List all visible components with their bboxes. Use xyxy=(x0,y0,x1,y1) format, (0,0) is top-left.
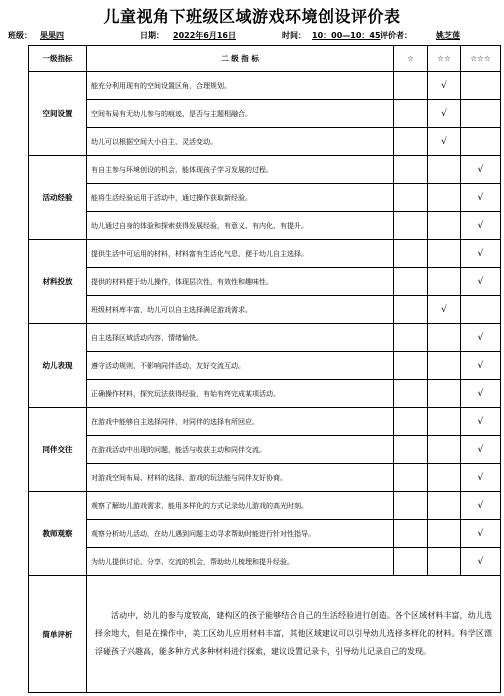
check-mark: √ xyxy=(477,192,484,203)
class-label: 班级： xyxy=(8,31,32,40)
check-mark: √ xyxy=(477,220,484,231)
table-row xyxy=(29,240,501,268)
category-cell: 空间设置 xyxy=(29,72,87,156)
rating-cell-1 xyxy=(394,408,428,436)
rating-cell-3 xyxy=(461,184,501,212)
indicator-text: 能将生活经验运用于活动中，通过操作获取新经验。 xyxy=(87,184,394,212)
rating-cell-3 xyxy=(461,240,501,268)
check-mark: √ xyxy=(477,444,484,455)
check-mark: √ xyxy=(477,528,484,539)
indicator-text: 观察了解幼儿游戏需求，能用多样化的方式记录幼儿游戏的高光时刻。 xyxy=(87,492,394,520)
header-level2: 二 级 指 标 xyxy=(87,46,394,72)
rating-cell-1 xyxy=(394,436,428,464)
rating-cell-1 xyxy=(394,212,428,240)
indicator-text: 在游戏中能够自主选择同伴，对同伴的选择有所回应。 xyxy=(87,408,394,436)
category-cell: 同伴交往 xyxy=(29,408,87,492)
table-row xyxy=(29,352,501,380)
table-header-row xyxy=(29,46,501,72)
rating-cell-3 xyxy=(461,128,501,156)
rating-cell-3 xyxy=(461,212,501,240)
rating-cell-1 xyxy=(394,156,428,184)
check-mark: √ xyxy=(477,332,484,343)
rating-cell-2 xyxy=(428,548,461,576)
date-value: 2022年6月16日 xyxy=(173,31,236,40)
rating-cell-2 xyxy=(428,212,461,240)
table-row xyxy=(29,296,501,324)
rating-cell-1 xyxy=(394,72,428,100)
rating-cell-2 xyxy=(428,520,461,548)
indicator-text: 有自主参与环境创设的机会，能体现孩子学习发展的过程。 xyxy=(87,156,394,184)
indicator-text: 为幼儿提供讨论、分享、交流的机会，帮助幼儿梳理和提升经验。 xyxy=(87,548,394,576)
check-mark: √ xyxy=(441,136,447,147)
header-two-star: ☆☆ xyxy=(428,46,461,72)
rating-cell-3 xyxy=(461,548,501,576)
form-title: 儿童视角下班级区域游戏环境创设评价表 xyxy=(103,7,401,26)
rating-cell-1 xyxy=(394,380,428,408)
table-row xyxy=(29,156,501,184)
rating-cell-2 xyxy=(428,240,461,268)
category-cell: 活动经验 xyxy=(29,156,87,240)
rating-cell-1 xyxy=(394,548,428,576)
rating-cell-1 xyxy=(394,492,428,520)
rating-cell-1 xyxy=(394,324,428,352)
category-cell: 教师观察 xyxy=(29,492,87,576)
rating-cell-3 xyxy=(461,352,501,380)
rating-cell-1 xyxy=(394,464,428,492)
indicator-text: 能充分利用现有的空间设置区角，合理规划。 xyxy=(87,72,394,100)
time-label: 时间： xyxy=(282,31,306,40)
rating-cell-2 xyxy=(428,268,461,296)
check-mark: √ xyxy=(441,108,447,119)
rating-cell-1 xyxy=(394,240,428,268)
header-level1: 一级指标 xyxy=(29,46,87,72)
table-row xyxy=(29,464,501,492)
rating-cell-1 xyxy=(394,100,428,128)
check-mark: √ xyxy=(477,164,484,175)
rating-cell-2 xyxy=(428,100,461,128)
check-mark: √ xyxy=(441,304,447,315)
table-row xyxy=(29,128,501,156)
rating-cell-1 xyxy=(394,268,428,296)
table-row xyxy=(29,212,501,240)
indicator-text: 对游戏空间布局、材料的选择、游戏的玩法能与同伴友好协商。 xyxy=(87,464,394,492)
check-mark: √ xyxy=(477,360,484,371)
date-label: 日期： xyxy=(140,31,164,40)
rating-cell-3 xyxy=(461,156,501,184)
rating-cell-2 xyxy=(428,464,461,492)
check-mark: √ xyxy=(477,416,484,427)
indicator-text: 幼儿可以根据空间大小自主、灵活变动。 xyxy=(87,128,394,156)
rating-cell-2 xyxy=(428,128,461,156)
table-row xyxy=(29,100,501,128)
rating-cell-3 xyxy=(461,72,501,100)
rating-cell-2 xyxy=(428,492,461,520)
rating-cell-2 xyxy=(428,408,461,436)
category-cell: 幼儿表现 xyxy=(29,324,87,408)
class-value: 果果四 xyxy=(40,31,64,40)
rating-cell-2 xyxy=(428,324,461,352)
header-three-star: ☆☆☆ xyxy=(461,46,501,72)
summary-row xyxy=(29,576,501,693)
indicator-text: 空间布局有无幼儿参与的痕迹、是否与主题相融合。 xyxy=(87,100,394,128)
indicator-text: 在游戏活动中出现的问题，能活与收获主动和同伴交流。 xyxy=(87,436,394,464)
rating-cell-1 xyxy=(394,352,428,380)
evaluator-value: 姚芝莲 xyxy=(436,31,460,40)
rating-cell-3 xyxy=(461,492,501,520)
indicator-text: 自主选择区域活动内容，情绪愉快。 xyxy=(87,324,394,352)
table-row xyxy=(29,548,501,576)
indicator-text: 幼儿通过自身的体验和探索获得发展经验，有意义、有内化、有提升。 xyxy=(87,212,394,240)
rating-cell-1 xyxy=(394,296,428,324)
rating-cell-3 xyxy=(461,380,501,408)
rating-cell-2 xyxy=(428,156,461,184)
rating-cell-1 xyxy=(394,128,428,156)
indicator-text: 遵守活动规则，不影响同伴活动，友好交流互动。 xyxy=(87,352,394,380)
indicator-text: 提供的材料便于幼儿操作，体现层次性，有效性和趣味性。 xyxy=(87,268,394,296)
rating-cell-3 xyxy=(461,520,501,548)
summary-text: 活动中，幼儿的参与度较高，建构区的孩子能够结合自己的生活经验进行创造。各个区域材料丰富，幼儿选择余地大，但是在操作中，美工区幼儿应用材料丰富，其他区域建议可以引导幼儿选择多样化的材料。科学区漂浮碰孩子兴趣高，能多种方式多种材料进行探索，建议设置记录卡，引导幼儿记录自己的发现。 xyxy=(87,576,501,693)
check-mark: √ xyxy=(477,472,484,483)
check-mark: √ xyxy=(477,276,484,287)
indicator-text: 提供生活中可运用的材料，材料富有生活化气息，便于幼儿自主选择。 xyxy=(87,240,394,268)
table-row xyxy=(29,380,501,408)
table-row xyxy=(29,324,501,352)
table-row xyxy=(29,268,501,296)
rating-cell-3 xyxy=(461,268,501,296)
evaluation-table xyxy=(28,45,501,693)
check-mark: √ xyxy=(441,80,447,91)
rating-cell-1 xyxy=(394,520,428,548)
rating-cell-2 xyxy=(428,72,461,100)
rating-cell-2 xyxy=(428,380,461,408)
rating-cell-3 xyxy=(461,408,501,436)
time-value: 10：00—10：45 xyxy=(312,31,381,40)
category-cell: 材料投放 xyxy=(29,240,87,324)
table-row xyxy=(29,436,501,464)
check-mark: √ xyxy=(477,556,484,567)
check-mark: √ xyxy=(477,248,484,259)
check-mark: √ xyxy=(477,500,484,511)
table-row xyxy=(29,408,501,436)
table-row xyxy=(29,72,501,100)
form-meta xyxy=(0,30,504,44)
indicator-text: 观察分析幼儿活动，在幼儿遇到问题主动寻求帮助时能进行针对性指导。 xyxy=(87,520,394,548)
rating-cell-3 xyxy=(461,436,501,464)
rating-cell-2 xyxy=(428,436,461,464)
indicator-text: 班级材料库丰富，幼儿可以自主选择满足游戏需求。 xyxy=(87,296,394,324)
rating-cell-1 xyxy=(394,184,428,212)
header-one-star: ☆ xyxy=(394,46,428,72)
rating-cell-3 xyxy=(461,464,501,492)
rating-cell-3 xyxy=(461,324,501,352)
rating-cell-3 xyxy=(461,296,501,324)
check-mark: √ xyxy=(477,388,484,399)
evaluator-label: 评价者： xyxy=(380,31,412,40)
rating-cell-2 xyxy=(428,352,461,380)
table-row xyxy=(29,184,501,212)
indicator-text: 正确操作材料，探究玩法获得经验，有始有终完成某项活动。 xyxy=(87,380,394,408)
table-row xyxy=(29,520,501,548)
rating-cell-3 xyxy=(461,100,501,128)
rating-cell-2 xyxy=(428,184,461,212)
rating-cell-2 xyxy=(428,296,461,324)
table-row xyxy=(29,492,501,520)
summary-label: 简单评析 xyxy=(29,576,87,693)
